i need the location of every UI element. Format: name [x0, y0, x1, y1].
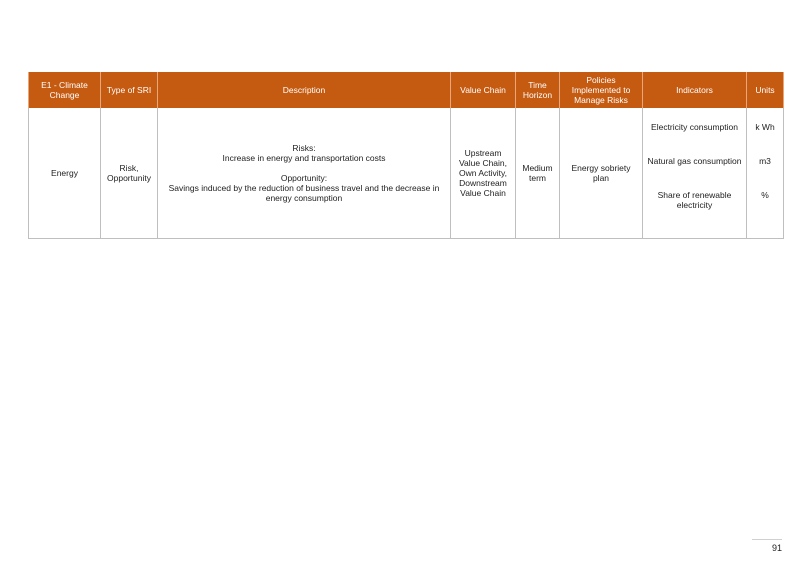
- opportunity-title: Opportunity:: [280, 173, 328, 183]
- cell-type: Risk, Opportunity: [101, 108, 158, 239]
- cell-topic: Energy: [29, 108, 101, 239]
- sri-table: [28, 72, 784, 239]
- cell-indicators: [643, 108, 747, 239]
- unit-renewable-share: %: [761, 190, 769, 200]
- header-units: Units: [747, 72, 784, 108]
- unit-natural-gas: m3: [759, 156, 771, 166]
- unit-electricity: k Wh: [755, 122, 775, 132]
- cell-units: [747, 108, 784, 239]
- header-climate-change: E1 - Climate Change: [29, 72, 101, 108]
- risks-text: Increase in energy and transportation costs: [222, 153, 386, 163]
- header-time-horizon: Time Horizon: [516, 72, 560, 108]
- cell-time-horizon: Medium term: [516, 108, 560, 239]
- cell-policies: Energy sobriety plan: [560, 108, 643, 239]
- risks-title: Risks:: [292, 143, 316, 153]
- indicator-electricity: Electricity consumption: [651, 122, 738, 132]
- header-policies: Policies Implemented to Manage Risks: [560, 72, 643, 108]
- cell-description: [158, 108, 451, 239]
- header-type-of-sri: Type of SRI: [101, 72, 158, 108]
- indicator-renewable-share: Share of renewable electricity: [657, 190, 732, 210]
- header-indicators: Indicators: [643, 72, 747, 108]
- indicator-natural-gas: Natural gas consumption: [647, 156, 742, 166]
- header-value-chain: Value Chain: [451, 72, 516, 108]
- page-number: 91: [771, 543, 782, 553]
- page-number-rule: [752, 539, 782, 540]
- description-gap: [161, 163, 447, 173]
- cell-value-chain: Upstream Value Chain, Own Activity, Downstream Value Chain: [451, 108, 516, 239]
- table-row: [29, 108, 784, 239]
- opportunity-text: Savings induced by the reduction of business travel and the decrease in energy consumption: [168, 183, 440, 203]
- header-description: Description: [158, 72, 451, 108]
- table-header-row: [29, 72, 784, 108]
